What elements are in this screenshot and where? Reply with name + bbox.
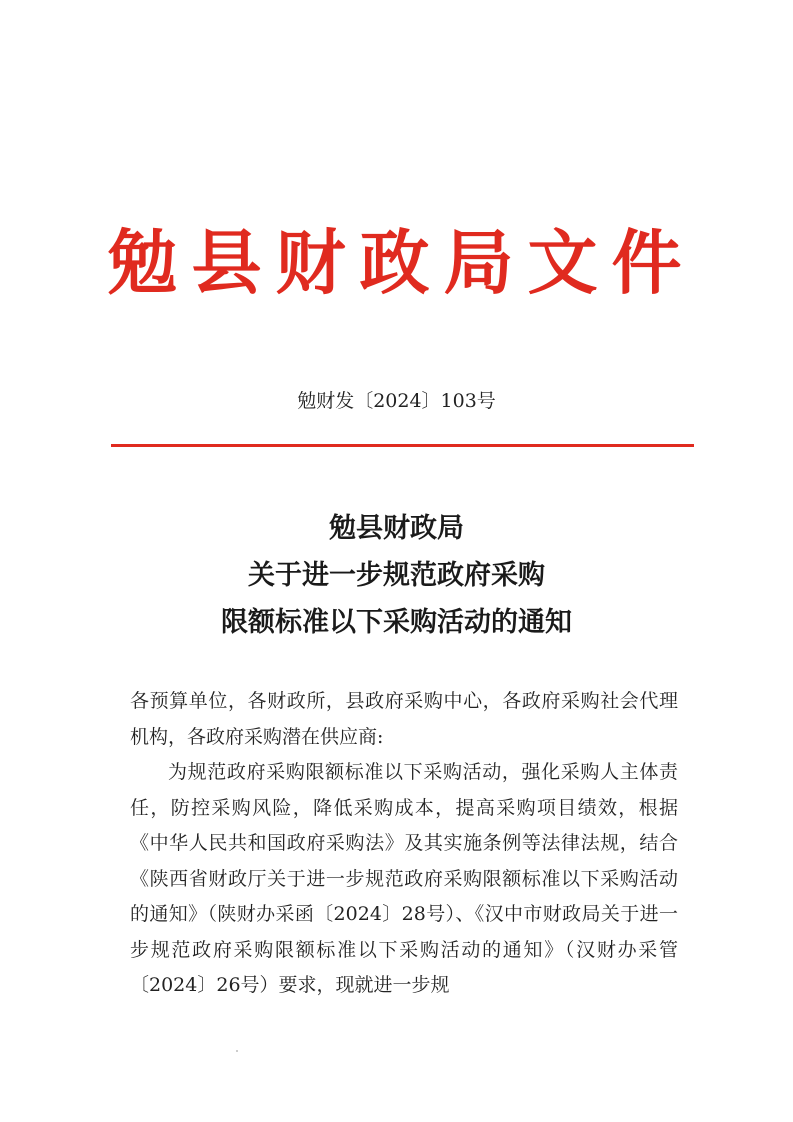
title-line-1: 勉县财政局 [329, 513, 464, 544]
salutation: 各预算单位，各财政所，县政府采购中心，各政府采购社会代理机构，各政府采购潜在供应商: [130, 690, 678, 748]
document-title [0, 505, 793, 646]
masthead-title: 勉县财政局文件 [107, 221, 696, 304]
title-line-2: 关于进一步规范政府采购 [248, 560, 545, 591]
document-body [130, 684, 678, 1004]
document-number: 勉财发〔2024〕103号 [297, 390, 496, 412]
red-divider-line [111, 444, 694, 447]
title-line-3: 限额标准以下采购活动的通知 [221, 607, 572, 638]
scan-speck [236, 1050, 238, 1052]
body-paragraph: 为规范政府采购限额标准以下采购活动，强化采购人主体责任，防控采购风险，降低采购成本，提高采购项目绩效，根据《中华人民共和国政府采购法》及其实施条例等法律法规，结合《陕西省财政厅关于进一步规范政府采购限额标准以下采购活动的通知》（陕财办采函〔2024〕28号）、《汉中市财政局关于进一步规范政府采购限额标准以下采购活动的通知》（汉财办采管〔2024〕26号）要求，现就进一步规 [130, 761, 678, 996]
